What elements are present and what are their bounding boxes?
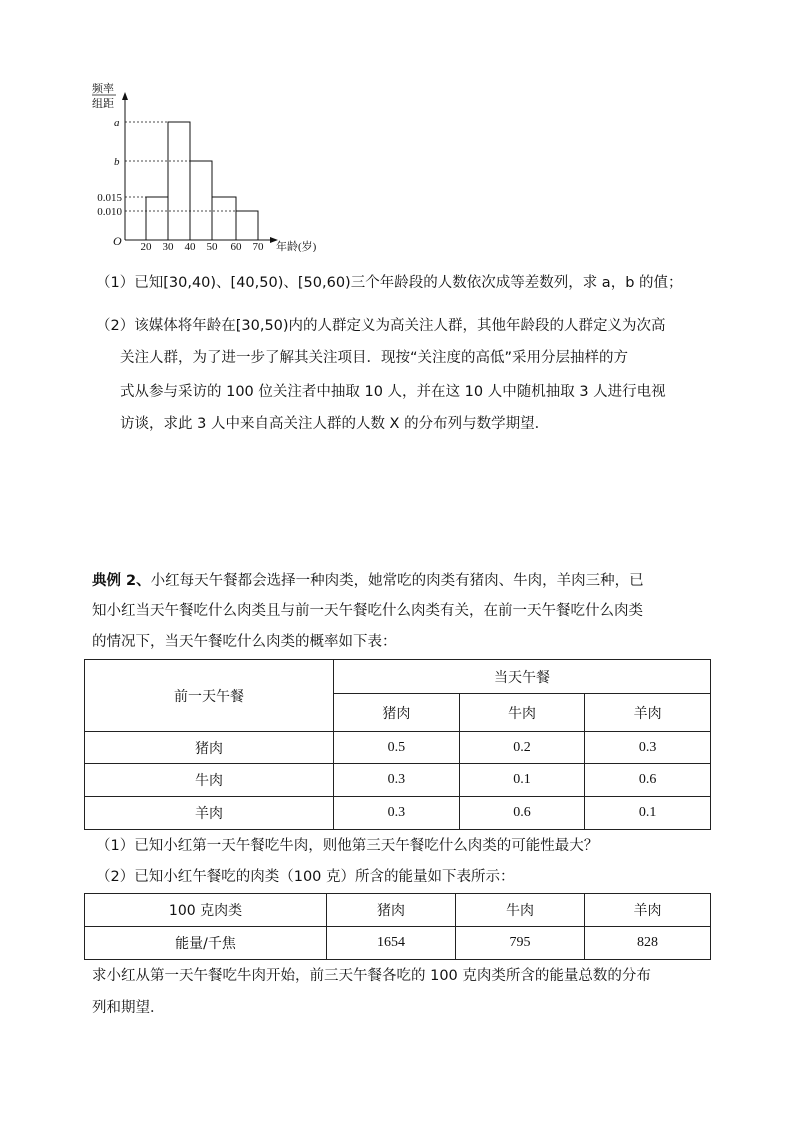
bar-20-30 <box>146 197 168 240</box>
table1-col-lamb: 羊肉 <box>585 694 711 732</box>
table2-energy-beef: 795 <box>456 927 585 960</box>
y-axis-label-bottom: 组距 <box>92 98 114 110</box>
table1-cell: 0.6 <box>459 797 585 830</box>
y-tick-a: a <box>114 117 120 129</box>
table1-row-name: 牛肉 <box>85 764 334 797</box>
table2-header-beef: 牛肉 <box>456 894 585 927</box>
table1-cell: 0.3 <box>334 764 460 797</box>
question-2-line-2: 关注人群，为了进一步了解其关注项目．现按“关注度的高低”采用分层抽样的方 <box>120 350 629 366</box>
x-tick-20: 20 <box>140 241 152 252</box>
table-row <box>85 927 711 960</box>
example-2-text-1: 小红每天午餐都会选择一种肉类，她常吃的肉类有猪肉、牛肉，羊肉三种，已 <box>150 573 644 589</box>
table2-header-lamb: 羊肉 <box>585 894 711 927</box>
question-2-line-3: 式从参与采访的 100 位关注者中抽取 10 人，并在这 10 人中随机抽取 3 人进行电视 <box>120 384 666 400</box>
x-tick-30: 30 <box>162 241 174 252</box>
question-2-line-4: 访谈，求此 3 人中来自高关注人群的人数 X 的分布列与数学期望． <box>120 416 550 432</box>
x-tick-50: 50 <box>206 241 218 252</box>
frequency-histogram <box>80 82 350 252</box>
table1-cell: 0.5 <box>334 732 460 764</box>
table2-header-meat: 100 克肉类 <box>85 894 327 927</box>
table1-cell: 0.2 <box>459 732 585 764</box>
y-tick-b: b <box>114 156 120 168</box>
table1-cell: 0.1 <box>459 764 585 797</box>
origin-label: O <box>113 234 122 248</box>
x-tick-70: 70 <box>252 241 264 252</box>
y-axis-arrow <box>122 92 128 100</box>
x-tick-40: 40 <box>184 241 196 252</box>
final-line-2: 列和期望． <box>92 1000 165 1016</box>
table1-cell: 0.1 <box>585 797 711 830</box>
bar-60-70 <box>236 211 258 240</box>
y-tick-0010: 0.010 <box>97 206 122 218</box>
example-2-line-1 <box>92 571 644 591</box>
x-axis-label: 年龄(岁) <box>276 241 317 252</box>
y-tick-0015: 0.015 <box>97 192 122 204</box>
bar-50-60 <box>212 197 236 240</box>
example-2-line-2: 知小红当天午餐吃什么肉类且与前一天午餐吃什么肉类有关，在前一天午餐吃什么肉类 <box>92 603 643 619</box>
table1-col-pork: 猪肉 <box>334 694 460 732</box>
table1-col-beef: 牛肉 <box>459 694 585 732</box>
final-line-1: 求小红从第一天午餐吃牛肉开始，前三天午餐各吃的 100 克肉类所含的能量总数的分布 <box>92 968 651 984</box>
energy-table <box>84 893 711 960</box>
probability-table <box>84 659 711 830</box>
bar-40-50 <box>190 161 212 240</box>
table-row <box>85 894 711 927</box>
example-2-label: 典例 2、 <box>92 573 151 589</box>
y-axis-label-top: 频率 <box>92 83 114 95</box>
sub-question-2: （2）已知小红午餐吃的肉类（100 克）所含的能量如下表所示： <box>96 869 515 885</box>
table2-header-pork: 猪肉 <box>327 894 456 927</box>
question-2-line-1: （2）该媒体将年龄在[30,50)内的人群定义为高关注人群，其他年龄段的人群定义为次高 <box>96 318 666 334</box>
example-2-line-3: 的情况下，当天午餐吃什么肉类的概率如下表： <box>92 634 397 650</box>
table1-row-header: 前一天午餐 <box>85 660 334 732</box>
table1-row-name: 羊肉 <box>85 797 334 830</box>
table1-col-group: 当天午餐 <box>334 660 711 694</box>
table-row <box>85 797 711 830</box>
table1-cell: 0.3 <box>334 797 460 830</box>
x-tick-60: 60 <box>230 241 242 252</box>
question-1: （1）已知[30,40)、[40,50)、[50,60)三个年龄段的人数依次成等差数列，求 a，b 的值； <box>96 275 683 291</box>
table2-energy-label: 能量/千焦 <box>85 927 327 960</box>
table1-cell: 0.6 <box>585 764 711 797</box>
table1-cell: 0.3 <box>585 732 711 764</box>
table-row <box>85 732 711 764</box>
bar-30-40 <box>168 122 190 240</box>
table2-energy-lamb: 828 <box>585 927 711 960</box>
table2-energy-pork: 1654 <box>327 927 456 960</box>
table1-row-name: 猪肉 <box>85 732 334 764</box>
table-row <box>85 764 711 797</box>
sub-question-1: （1）已知小红第一天午餐吃牛肉，则他第三天午餐吃什么肉类的可能性最大？ <box>96 838 599 854</box>
